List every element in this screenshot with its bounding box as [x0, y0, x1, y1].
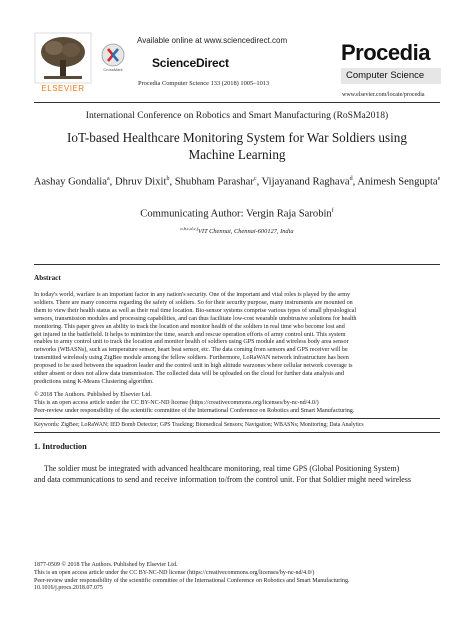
author-affil-sup: a [106, 176, 110, 182]
copyright-license-line[interactable]: This is an open access article under the CC BY-NC-ND license (https://creativecommons.org/licenses/by-nc-nd/4.0/) [34, 399, 319, 406]
abstract-top-divider [34, 264, 440, 265]
author-name: Vijayanand Raghava [261, 176, 350, 188]
corresponding-sup: f [331, 208, 334, 214]
abstract-line: predictions using K-Means Clustering algorithm. [34, 378, 154, 385]
procedia-subtitle: Computer Science [346, 70, 425, 81]
intro-line-1: The soldier must be integrated with advanced healthcare monitoring, real time GPS (Global Positioning System) [44, 464, 400, 473]
crossmark-label: CrossMark [103, 67, 123, 72]
author-name: Shubham Parashar [174, 176, 254, 188]
keywords-divider [34, 418, 440, 419]
copyright-block [34, 392, 440, 416]
author-list: Aashay Gondalia$^a$, Dhruv Dixit$^b$, Shubham Parashar$^c$, Vijayanand Raghava$^d$, Animesh Sengupta$^e$ [33, 176, 441, 188]
title-line-1: IoT-based Healthcare Monitoring System for War Soldiers using [67, 130, 407, 145]
keywords-bottom-divider [34, 432, 440, 433]
corresponding-author [0, 208, 474, 220]
abstract-line: get injured in the battlefield. It helps to minimize the time, search and rescue operation efforts of army control unit. This system [34, 331, 346, 338]
abstract-body [34, 292, 440, 387]
affiliation-text: VIT Chennai, Chennai-600127, India [198, 228, 294, 236]
abstract-line: In today's world, warfare is an important factor in any nation's security. One of the important and vital roles is played by the army [34, 292, 351, 298]
author-affil-sup: e [437, 176, 441, 182]
available-online-text: Available online at www.sciencedirect.com [137, 36, 288, 45]
procedia-wordmark: Procedia [341, 40, 430, 65]
title-line-2: Machine Learning [188, 147, 286, 162]
procedia-badge [341, 68, 441, 84]
header-divider [34, 102, 440, 103]
abstract-line: enables to army control unit to track the location and monitor health of soldiers using GPS module and wireless body area sensor [34, 339, 349, 346]
affiliation [0, 226, 474, 235]
footer [34, 562, 440, 593]
crossmark-icon[interactable] [101, 43, 125, 73]
journal-reference: Procedia Computer Science 133 (2018) 1005–1013 [138, 80, 270, 87]
author-name: Dhruv Dixit [114, 176, 167, 188]
keywords: Keywords: ZigBee; LoRaWAN; IED Bomb Detector; GPS Tracking; Biomedical Sensors; Navigation; WBASNs; Monitoring; Data Analytics [34, 422, 364, 428]
sciencedirect-wordmark: ScienceDirect [152, 56, 229, 70]
copyright-line: © 2018 The Authors. Published by Elsevier Ltd. [34, 392, 152, 398]
footer-peer-review-line: Peer-review under responsibility of the scientific committee of the International Conference on Robotics and Smart Manufacturing. [34, 577, 350, 584]
paper-title [0, 129, 474, 163]
abstract-line: networks (WBASNs), such as temperature sensor, heart beat sensor, etc. The data coming from sensors and GPS receiver will be [34, 347, 348, 354]
locate-url[interactable]: www.elsevier.com/locate/procedia [342, 92, 425, 98]
footer-doi[interactable]: 10.1016/j.procs.2018.07.075 [34, 585, 103, 592]
elsevier-wordmark: ELSEVIER [41, 84, 85, 93]
corresponding-label: Communicating Author: [140, 208, 244, 220]
abstract-line: soldiers. There are many concerns regarding the safety of soldiers. So for their security purpose, many instruments are mounted on [34, 299, 353, 306]
corresponding-name: Vergin Raja Sarobin [246, 208, 332, 220]
abstract-line: monitoring. This paper gives an ability to track the location and monitor health of the soldiers in real time who become lost and [34, 323, 345, 330]
intro-line-2: and data communications to send and receive information to/from the control unit. For that Soldier might need wireless [34, 474, 411, 484]
elsevier-tree-logo [34, 32, 92, 94]
abstract-line: them to view their health status as well as their real time location. Bio-sensor systems comprise various types of small physiological [34, 307, 357, 314]
introduction-body [34, 464, 444, 485]
affiliation-sup: a,b,c,d,e,f [180, 226, 199, 231]
abstract-line: either absent or does not allow data transmission. The collected data will be uploaded on the cloud for further data analysis and [34, 371, 344, 378]
introduction-heading: 1. Introduction [34, 442, 87, 451]
footer-license-line[interactable]: This is an open access article under the CC BY-NC-ND license (https://creativecommons.org/licenses/by-nc-nd/4.0/) [34, 569, 315, 576]
abstract-line: sensors, transmission modules and processing capabilities, and can thus facilitate low-cost wearable unobtrusive solutions for health [34, 315, 357, 322]
abstract-line: transmitted wirelessly using ZigBee module among the fellow soldiers. Furthermore, LoRaWAN network infrastructure has been [34, 355, 349, 362]
footer-issn-line: 1877-0509 © 2018 The Authors. Published by Elsevier Ltd. [34, 562, 178, 568]
abstract-heading: Abstract [34, 274, 61, 282]
author-name: Aashay Gondalia [33, 176, 107, 188]
copyright-line: Peer-review under responsibility of the scientific committee of the International Conference on Robotics and Smart Manufacturing. [34, 407, 355, 414]
author-affil-sup: c [253, 176, 257, 182]
author-affil-sup: b [166, 176, 170, 182]
author-affil-sup: d [349, 176, 353, 182]
conference-name: International Conference on Robotics and Smart Manufacturing (RoSMa2018) [85, 110, 389, 121]
author-name: Animesh Sengupta [357, 176, 438, 188]
abstract-line: proposed to be used between the squadron leader and the control unit in high altitude warzones where cellular network coverage is [34, 363, 353, 370]
